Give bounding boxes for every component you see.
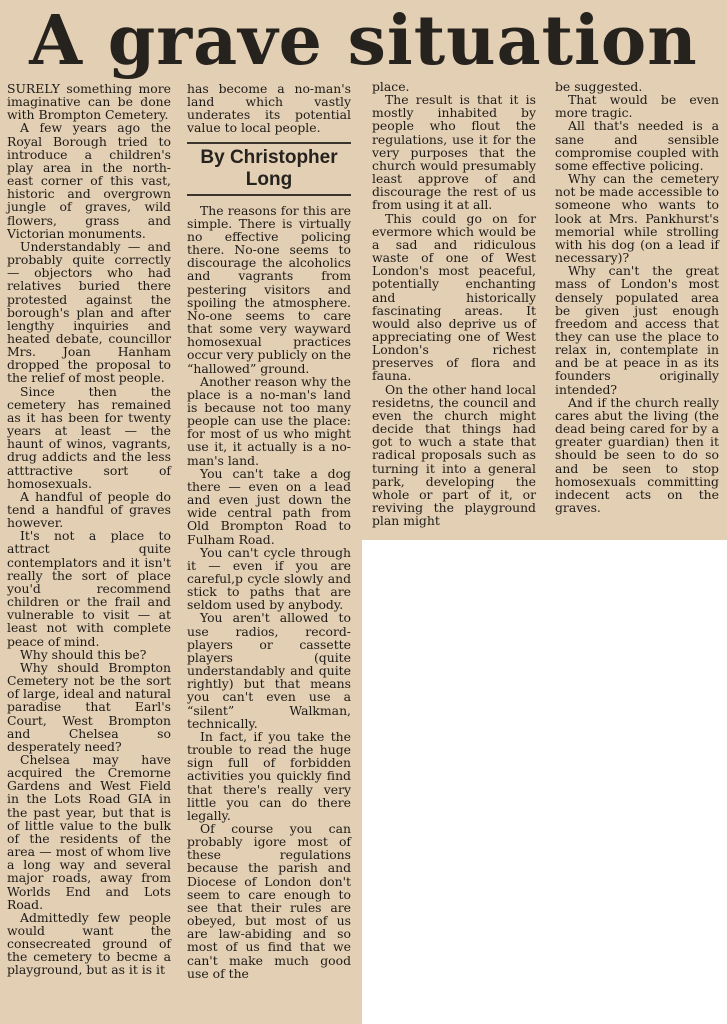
paragraph: Why should Brompton Cemetery not be the sort of large, ideal and natural paradise that Earl's Court, West Brompton and Chelsea so desperately need? bbox=[7, 659, 171, 754]
paragraph: A few years ago the Royal Borough tried to introduce a children's play area in the north-east corner of this vast, historic and overgrown jungle of graves, wild flowers, grass and Victorian monuments. bbox=[7, 120, 171, 241]
paragraph: That would be even more tragic. bbox=[555, 92, 719, 121]
paragraph: Chelsea may have acquired the Cremorne Gardens and West Field in the Lots Road GIA in the past year, but that is of little value to the bulk of the residents of the area — most of whom live a long way and several major roads, away from Worlds End and Lots Road. bbox=[7, 751, 171, 912]
paragraph: Since then the cemetery has remained as it has been for twenty years at least — the haunt of winos, vagrants, drug addicts and the less atttractive sort of homosexuals. bbox=[7, 383, 171, 491]
paragraph: The result is that it is mostly inhabited by people who flout the regulations, use it for the very purposes that the church would presumably least approve of and discourage the rest of us from using it at all. bbox=[372, 92, 536, 213]
paragraph: You aren't allowed to use radios, record-players or cassette players (quite understandably and quite rightly) but that means you can't even use a “silent” Walkman, technically. bbox=[187, 610, 351, 731]
column-3 bbox=[372, 80, 536, 527]
paragraph: You can't take a dog there — even on a lead and even just down the wide central path from Old Brompton Road to Fulham Road. bbox=[187, 465, 351, 547]
paragraph: It's not a place to attract quite contemplators and it isn't really the sort of place you'd recommend children or the frail and vulnerable to visit — at least not with complete peace of mind. bbox=[7, 528, 171, 649]
paragraph: place. bbox=[372, 79, 410, 94]
paragraph: Admittedly few people would want the consecreated ground of the cemetery to becme a playground, but as it is it bbox=[7, 909, 171, 978]
paragraph: A handful of people do tend a handful of graves however. bbox=[7, 488, 171, 531]
paragraph: The reasons for this are simple. There is virtually no effective policing there. No-one seems to discourage the alcoholics and vagrants from pestering visitors and spoiling the atmosphere. No-one seems to care that some very wayward homosexual practices occur very publicly on the “hallowed” ground. bbox=[187, 202, 351, 376]
paragraph: Understandably — and probably quite correctly — objectors who had relatives buried there protested against the borough's plan and after lengthy inquiries and heated debate, councillor Mrs. Joan Hanham dropped the proposal to the relief of most people. bbox=[7, 238, 171, 386]
paragraph: In fact, if you take the trouble to read the huge sign full of forbidden activities you quickly find that there's really very little you can do there legally. bbox=[187, 728, 351, 823]
paragraph: has become a no-man's land which vastly underates its potential value to local people. bbox=[187, 81, 351, 136]
paragraph: Why can the cemetery not be made accessible to someone who wants to look at Mrs. Pankhurst's memorial while strolling with his dog (on a lead if necessary)? bbox=[555, 171, 719, 266]
byline: By Christopher Long bbox=[187, 142, 351, 196]
paragraph: Another reason why the place is a no-man's land is because not too many people can use the place: for most of us who might use it, it actually is a no-man's land. bbox=[187, 373, 351, 468]
paragraph: All that's needed is a sane and sensible compromise coupled with some effective policing. bbox=[555, 118, 719, 173]
paragraph: On the other hand local residetns, the council and even the church might decide that things had got to wuch a state that radical proposals such as turning it into a general park, developing the whole or part of it, or reviving the playground plan might bbox=[372, 381, 536, 529]
column-4 bbox=[555, 80, 719, 514]
paragraph: This could go on for evermore which would be a sad and ridiculous waste of one of West London's most peaceful, potentially enchanting and historically fascinating areas. It would also deprive us of appreciating one of West London's richest preserves of flora and fauna. bbox=[372, 210, 536, 384]
paragraph: Why should this be? bbox=[20, 646, 147, 662]
paragraph: Why can't the great mass of London's most densely populated area be given just enough freedom and access that they can use the place to relax in, contemplate in and be at peace in as its founders originally intended? bbox=[555, 263, 719, 397]
paragraph: be suggested. bbox=[555, 79, 643, 94]
paragraph: Of course you can probably igore most of these regulations because the parish and Diocese of London don't seem to care enough to see that their rules are obeyed, but most of us are law-abiding and so most of us find that we can't make much good use of the bbox=[187, 820, 351, 981]
headline: A grave situation bbox=[29, 1, 698, 81]
column-2 bbox=[187, 82, 351, 980]
paragraph: And if the church really cares abut the living (the dead being cared for by a greater guardian) then it should be seen to do so and be seen to stop homosexuals committing indecent acts on the graves. bbox=[555, 394, 719, 515]
column-1 bbox=[7, 82, 171, 977]
paragraph: You can't cycle through it — even if you are careful,p cycle slowly and stick to paths that are seldom used by anybody. bbox=[187, 544, 351, 613]
paragraph: SURELY something more imaginative can be done with Brompton Cemetery. bbox=[7, 81, 171, 123]
